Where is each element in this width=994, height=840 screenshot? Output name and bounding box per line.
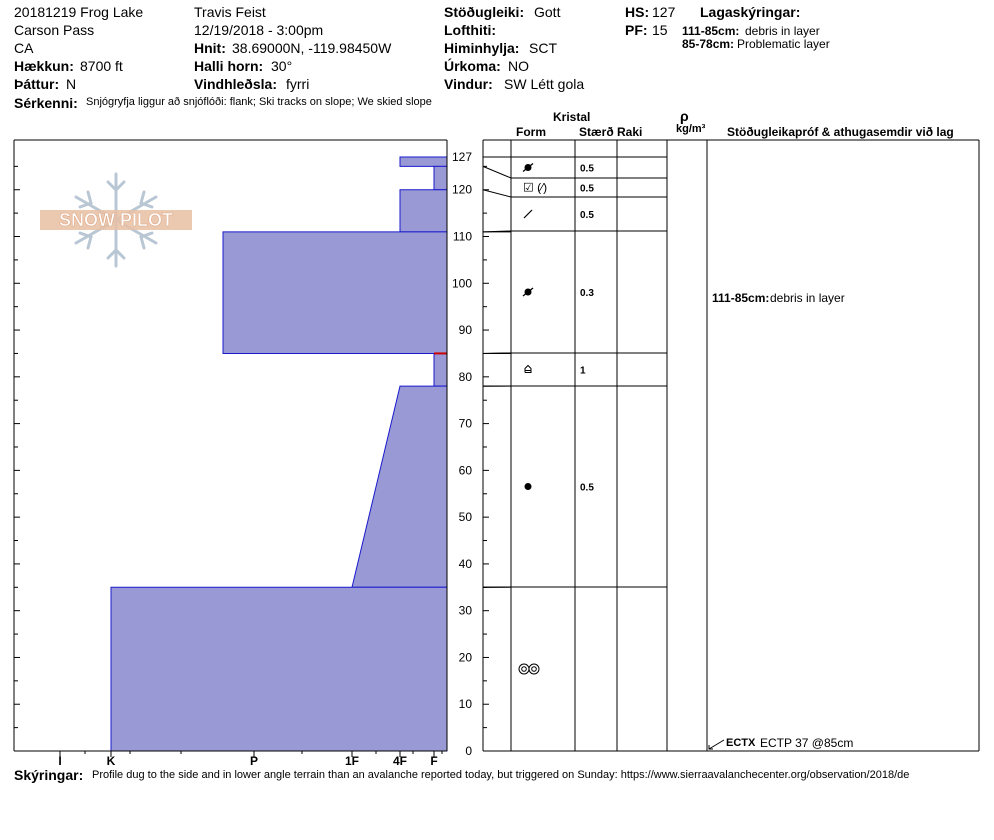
precip-value: NO bbox=[508, 58, 529, 74]
depth-tick-label: 60 bbox=[458, 463, 472, 478]
sky-label: Himinhylja: bbox=[444, 40, 520, 56]
hardness-layer bbox=[434, 353, 447, 386]
depth-hoar-icon bbox=[525, 366, 531, 373]
slope-label: Halli horn: bbox=[194, 58, 264, 74]
depth-connector bbox=[483, 166, 511, 178]
air-temp-label: Lofthiti: bbox=[444, 22, 497, 38]
snowpilot-logo bbox=[36, 170, 196, 270]
rounding-faceted-icon bbox=[523, 164, 533, 172]
legend-range-2: 85-78cm: bbox=[682, 37, 735, 51]
rounding-faceted-icon bbox=[523, 288, 533, 296]
hardness-layer bbox=[111, 587, 447, 751]
melt-freeze-clusters-icon-part bbox=[519, 664, 529, 674]
test-code: ECTX bbox=[726, 737, 756, 749]
depth-tick-label: 100 bbox=[451, 276, 472, 291]
slope-value: 30° bbox=[271, 58, 293, 74]
observer: Travis Feist bbox=[194, 4, 266, 20]
pf-value: 15 bbox=[652, 22, 668, 38]
decomposing-fragments-icon-part bbox=[524, 210, 532, 218]
comments-value: Profile dug to the side and in lower angle terrain than an avalanche reported today, but triggered on Sunday: https://www.sierraavalanchecenter.org/observation/2018/de bbox=[92, 769, 910, 781]
test-result: ECTP 37 @85cm bbox=[760, 736, 854, 750]
layer-size-value: 0.5 bbox=[580, 163, 594, 175]
pf-label: PF: bbox=[625, 22, 648, 38]
hs-label: HS: bbox=[625, 4, 650, 20]
comments-label: Skýringar: bbox=[14, 767, 84, 783]
depth-tick-label: 0 bbox=[465, 744, 472, 758]
elevation-label: Hækkun: bbox=[14, 58, 74, 74]
tests-header: Stöðugleikapróf & athugasemdir við lag bbox=[727, 125, 954, 139]
depth-tick-label: 30 bbox=[458, 603, 472, 618]
melt-freeze-clusters-icon-part bbox=[522, 667, 527, 672]
melt-freeze-clusters-icon bbox=[519, 664, 539, 674]
depth-tick-label: 90 bbox=[458, 323, 472, 338]
stability-value: Gott bbox=[534, 4, 561, 20]
location: Carson Pass bbox=[14, 22, 95, 38]
features-value: Snjógryfja liggur að snjóflóði: flank; Ski tracks on slope; We skied slope bbox=[86, 96, 432, 108]
hardness-layer bbox=[223, 232, 447, 354]
size-header: Stærð bbox=[579, 125, 614, 139]
layer-size-value: 0.5 bbox=[580, 183, 594, 195]
precip-label: Úrkoma: bbox=[444, 58, 501, 74]
wind-value: SW Létt gola bbox=[504, 76, 585, 92]
melt-freeze-clusters-icon-part bbox=[532, 667, 537, 672]
rho-header: ρ bbox=[680, 108, 689, 124]
hardness-tick-label-i: I bbox=[58, 754, 62, 768]
elevation-value: 8700 ft bbox=[80, 58, 123, 74]
profile-title: 20181219 Frog Lake bbox=[14, 4, 144, 20]
depth-hoar-icon-part bbox=[525, 366, 531, 373]
layer-size-value: 0.3 bbox=[580, 288, 594, 299]
depth-tick-label: 50 bbox=[458, 510, 472, 525]
test-arrow bbox=[709, 740, 724, 749]
aspect-label: Þáttur: bbox=[14, 76, 60, 92]
stability-label: Stöðugleiki: bbox=[444, 4, 525, 20]
depth-tick-label: 10 bbox=[458, 697, 472, 712]
depth-tick-label: 40 bbox=[458, 556, 472, 571]
layer-size-value: 0.5 bbox=[580, 482, 594, 494]
hardness-tick-label-4f: 4F bbox=[392, 754, 408, 768]
depth-connector bbox=[483, 190, 511, 197]
wind-label: Vindur: bbox=[444, 76, 493, 92]
rounded-grains-icon bbox=[525, 483, 532, 490]
depth-tick-label: 20 bbox=[458, 650, 472, 665]
legend-text-2: Problematic layer bbox=[737, 37, 830, 51]
coords-label: Hnit: bbox=[194, 40, 226, 56]
hardness-layer bbox=[352, 386, 447, 587]
hs-value: 127 bbox=[652, 4, 676, 20]
depth-tick-label: 110 bbox=[452, 229, 472, 244]
crystal-header: Kristal bbox=[553, 110, 591, 124]
layer-note-range: 111-85cm: bbox=[712, 291, 770, 305]
hardness-layer bbox=[434, 166, 447, 189]
wind-loading-label: Vindhleðsla: bbox=[194, 76, 277, 92]
aspect-value: N bbox=[66, 76, 77, 92]
legend-text-1: debris in layer bbox=[745, 24, 820, 38]
depth-tick-label: 70 bbox=[458, 416, 472, 431]
logo-text: SNOW PILOT bbox=[59, 210, 173, 230]
hardness-layer bbox=[400, 190, 447, 232]
layer-size-value: 1 bbox=[580, 365, 586, 377]
melt-freeze-clusters-icon-part bbox=[529, 664, 539, 674]
depth-tick-label: 127 bbox=[451, 150, 472, 164]
form-header: Form bbox=[516, 125, 546, 139]
hardness-tick-label-p: P bbox=[249, 754, 259, 768]
hardness-tick-label-k: K bbox=[106, 754, 116, 768]
faceted-decomposing-icon bbox=[523, 181, 547, 195]
hardness-tick-label-f: F bbox=[430, 754, 438, 768]
hardness-tick-label-1f: 1F bbox=[344, 754, 360, 768]
layer-size-value: 0.5 bbox=[580, 210, 594, 221]
sky-value: SCT bbox=[529, 40, 557, 56]
features-label: Sérkenni: bbox=[14, 95, 78, 111]
wind-loading-value: fyrri bbox=[286, 76, 310, 92]
depth-tick-label: 120 bbox=[451, 182, 472, 197]
coords-value: 38.69000N, -119.98450W bbox=[232, 40, 392, 56]
legend-range-1: 111-85cm: bbox=[682, 24, 740, 38]
rounded-grains-icon-part bbox=[525, 483, 532, 490]
state: CA bbox=[14, 40, 34, 56]
layer-note-text: debris in layer bbox=[770, 291, 845, 305]
decomposing-fragments-icon bbox=[524, 210, 532, 218]
layer-form-text: ☑ (⁄) bbox=[523, 180, 548, 195]
density-unit-header: kg/m³ bbox=[676, 123, 706, 135]
datetime: 12/19/2018 - 3:00pm bbox=[194, 22, 324, 38]
depth-tick-label: 80 bbox=[458, 369, 472, 384]
legend-title: Lagaskýringar: bbox=[700, 4, 801, 20]
moisture-header: Raki bbox=[617, 125, 643, 139]
hardness-layer bbox=[400, 157, 447, 166]
